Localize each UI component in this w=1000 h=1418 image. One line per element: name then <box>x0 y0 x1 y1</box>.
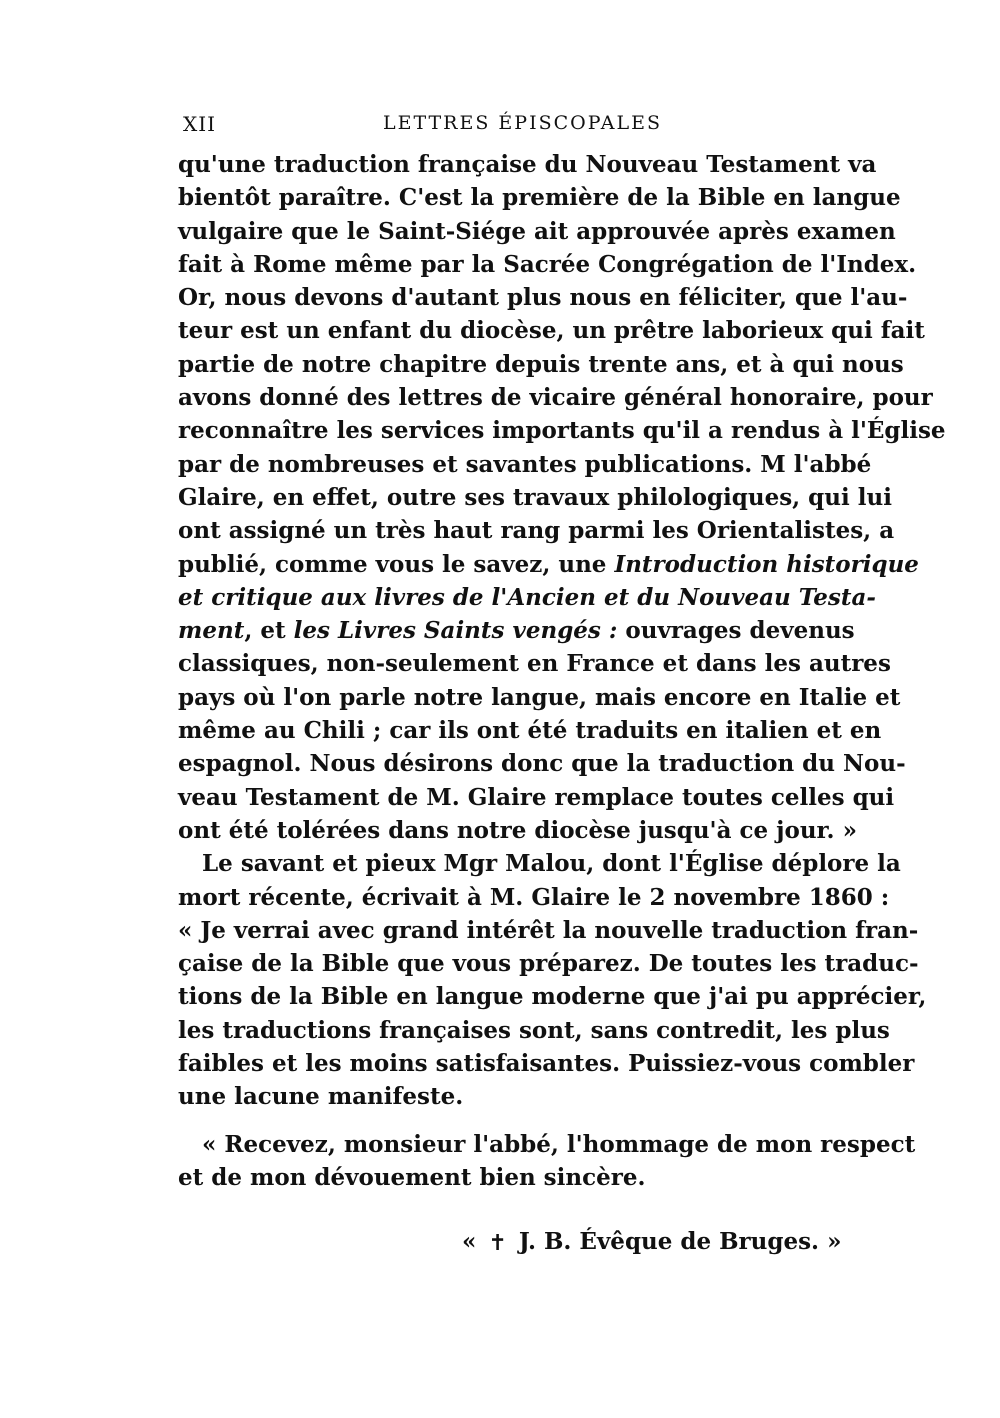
page-header <box>183 112 823 140</box>
text-line: Or, nous devons d'autant plus nous en féliciter, que l'au- <box>178 284 908 312</box>
signature <box>462 1228 841 1256</box>
text-run: ouvrages devenus <box>625 617 855 645</box>
text-line: et de mon dévouement bien sincère. <box>178 1163 646 1191</box>
text-line: Glaire, en effet, outre ses travaux philologiques, qui lui <box>178 483 892 511</box>
text-line: pays où l'on parle notre langue, mais encore en Italie et <box>178 683 901 711</box>
text-line: par de nombreuses et savantes publications. M l'abbé <box>178 450 872 478</box>
italic-title: et critique aux livres de l'Ancien et du Nouveau Testa- <box>178 583 876 611</box>
text-line: mort récente, écrivait à M. Glaire le 2 novembre 1860 : <box>178 883 890 911</box>
body-text <box>178 148 946 1194</box>
text-line: classiques, non-seulement en France et dans les autres <box>178 650 891 678</box>
text-line: « Je verrai avec grand intérêt la nouvelle traduction fran- <box>178 916 919 944</box>
text-line: une lacune manifeste. <box>178 1083 464 1111</box>
italic-title: ment <box>178 617 245 645</box>
text-line <box>178 614 855 647</box>
text-line <box>178 548 919 581</box>
text-line: reconnaître les services importants qu'il a rendus à l'Église <box>178 417 946 445</box>
text-line: fait à Rome même par la Sacrée Congrégation de l'Index. <box>178 250 917 278</box>
text-line: avons donné des lettres de vicaire général honoraire, pour <box>178 384 933 412</box>
text-run: , et <box>244 617 286 645</box>
text-line: « Recevez, monsieur l'abbé, l'hommage de mon respect <box>202 1130 916 1158</box>
text-line: veau Testament de M. Glaire remplace toutes celles qui <box>178 783 895 811</box>
text-line: tions de la Bible en langue moderne que j'ai pu apprécier, <box>178 983 927 1011</box>
cross-icon: ✝ <box>488 1230 507 1256</box>
text-line: partie de notre chapitre depuis trente ans, et à qui nous <box>178 350 904 378</box>
running-title: LETTRES ÉPISCOPALES <box>383 112 662 134</box>
text-line: espagnol. Nous désirons donc que la traduction du Nou- <box>178 750 906 778</box>
text-run: publié, comme vous le savez, une <box>178 550 607 578</box>
text-line: çaise de la Bible que vous préparez. De toutes les traduc- <box>178 950 919 978</box>
italic-title: les Livres Saints vengés : <box>293 617 618 645</box>
signature-name: J. B. Évêque de Bruges. » <box>518 1228 842 1255</box>
text-line: les traductions françaises sont, sans contredit, les plus <box>178 1016 890 1044</box>
text-line: même au Chili ; car ils ont été traduits en italien et en <box>178 717 882 745</box>
paragraph-gap <box>178 1114 823 1128</box>
open-quote: « <box>462 1228 477 1255</box>
page-number: XII <box>183 112 217 136</box>
text-line: ont été tolérées dans notre diocèse jusqu'à ce jour. » <box>178 816 857 844</box>
text-line: ont assigné un très haut rang parmi les Orientalistes, a <box>178 517 895 545</box>
text-line: Le savant et pieux Mgr Malou, dont l'Église déplore la <box>202 850 901 878</box>
text-line: faibles et les moins satisfaisantes. Puissiez-vous combler <box>178 1050 915 1078</box>
text-line: teur est un enfant du diocèse, un prêtre laborieux qui fait <box>178 317 925 345</box>
text-line: bientôt paraître. C'est la première de la Bible en langue <box>178 184 901 212</box>
italic-title: Introduction historique <box>614 550 919 578</box>
text-line: vulgaire que le Saint-Siége ait approuvée après examen <box>178 217 896 245</box>
text-line: qu'une traduction française du Nouveau Testament va <box>178 151 877 178</box>
text-line <box>178 581 876 614</box>
